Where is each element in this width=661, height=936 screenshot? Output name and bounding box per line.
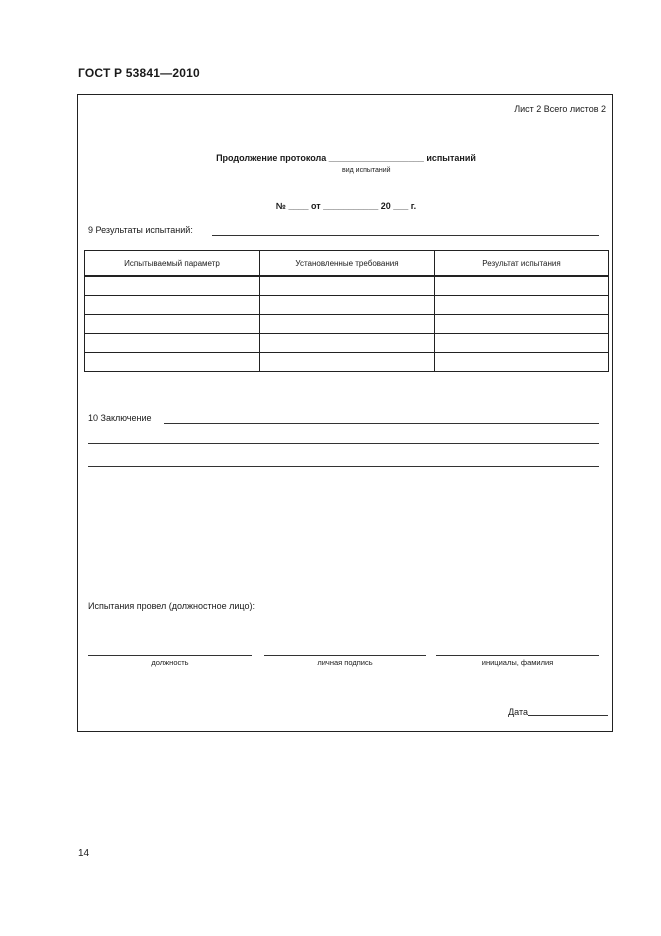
conclusion-line-1 bbox=[164, 423, 599, 424]
position-caption: должность bbox=[151, 658, 189, 667]
date-label: Дата bbox=[508, 707, 528, 717]
col-header-parameter: Испытываемый параметр bbox=[85, 251, 260, 277]
date-line bbox=[528, 715, 608, 716]
table-header-row bbox=[85, 251, 609, 277]
table-cell bbox=[435, 296, 609, 315]
table-cell bbox=[85, 296, 260, 315]
protocol-frame bbox=[77, 94, 613, 732]
table-cell bbox=[435, 334, 609, 353]
conclusion-label: 10 Заключение bbox=[88, 413, 152, 423]
conducted-by-label: Испытания провел (должностное лицо): bbox=[88, 601, 255, 611]
table-row bbox=[85, 353, 609, 372]
table-cell bbox=[85, 334, 260, 353]
protocol-title: Продолжение протокола ___________________ испытаний bbox=[216, 153, 476, 163]
table-cell bbox=[260, 353, 435, 372]
table-row bbox=[85, 296, 609, 315]
table-cell bbox=[85, 276, 260, 296]
results-label: 9 Результаты испытаний: bbox=[88, 225, 193, 235]
sheet-info: Лист 2 Всего листов 2 bbox=[514, 104, 606, 114]
table-cell bbox=[260, 276, 435, 296]
table-row bbox=[85, 276, 609, 296]
initials-caption: инициалы, фамилия bbox=[481, 658, 554, 667]
document-header: ГОСТ Р 53841—2010 bbox=[78, 66, 200, 80]
table-row bbox=[85, 315, 609, 334]
initials-line bbox=[436, 655, 599, 656]
signature-line bbox=[264, 655, 426, 656]
table-cell bbox=[260, 315, 435, 334]
table-row bbox=[85, 334, 609, 353]
page-number: 14 bbox=[78, 848, 90, 859]
table-cell bbox=[260, 334, 435, 353]
results-table bbox=[84, 250, 609, 372]
table-cell bbox=[85, 353, 260, 372]
protocol-title-caption: вид испытаний bbox=[342, 167, 391, 174]
signature-caption: личная подпись bbox=[317, 658, 373, 667]
table-cell bbox=[435, 276, 609, 296]
position-line bbox=[88, 655, 252, 656]
conclusion-line-2 bbox=[88, 443, 599, 444]
col-header-requirements: Установленные требования bbox=[260, 251, 435, 277]
protocol-number: № ____ от ___________ 20 ___ г. bbox=[275, 201, 417, 211]
table-cell bbox=[85, 315, 260, 334]
conclusion-line-3 bbox=[88, 466, 599, 467]
col-header-result: Результат испытания bbox=[435, 251, 609, 277]
table-cell bbox=[435, 353, 609, 372]
table-cell bbox=[260, 296, 435, 315]
results-fill-line bbox=[212, 235, 599, 236]
table-cell bbox=[435, 315, 609, 334]
